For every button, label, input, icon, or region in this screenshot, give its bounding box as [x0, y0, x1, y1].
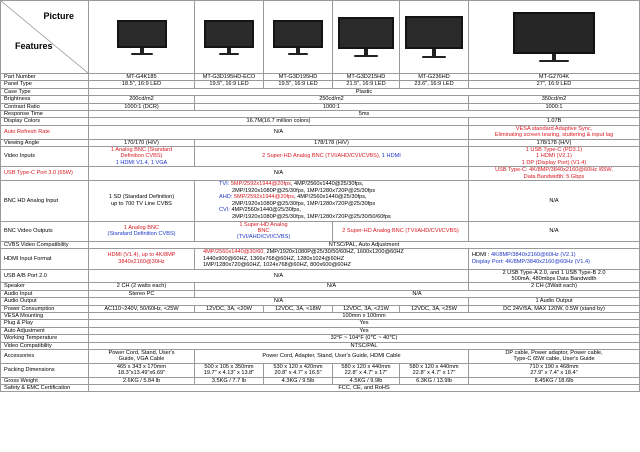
text: 1 HDMI — [380, 153, 401, 160]
monitor-image-3 — [264, 1, 333, 74]
line: 1 Super-HD Analog — [239, 221, 288, 228]
cell — [89, 147, 195, 167]
line: 580 x 120 x 440mm — [409, 363, 459, 370]
line: 465 x 343 x 170mm — [116, 363, 167, 370]
cell: 4.5KG / 9.9lb — [333, 377, 400, 384]
cell: 8.45KG / 18.6lb — [469, 377, 640, 384]
label: Video Compatibility — [1, 342, 89, 349]
cell: 2 CH (3Watt each) — [469, 283, 640, 290]
cell — [469, 249, 640, 269]
label: Accessories — [1, 349, 89, 363]
row-contrast — [1, 103, 640, 110]
cell — [195, 363, 264, 377]
cell: Yes — [89, 320, 640, 327]
picture-heading: Picture — [43, 11, 74, 21]
monitor-image-6 — [469, 1, 640, 74]
cell — [195, 221, 333, 241]
line: 1 Analog BNC — [123, 224, 160, 231]
line: 1 SD (Standard Definition) — [108, 194, 175, 201]
line: (TVI/AHD/CVI/CVBS) — [236, 234, 291, 241]
line: 2 USB Type-A 2.0, and 1 USB Type-B 2.0 — [502, 269, 606, 276]
label: Case Type — [1, 88, 89, 95]
row-usb-ab — [1, 269, 640, 283]
line: Guide, VGA Cable — [118, 356, 165, 363]
cell — [264, 363, 333, 377]
row-usb-type-c — [1, 167, 640, 181]
highlight: 4K/8MP/3840x2160@60Hz (V1.4) — [505, 258, 590, 265]
row-audio-input — [1, 290, 640, 297]
line: 500mA, 480mbps Data Bandwidth — [511, 275, 597, 282]
monitor-icon — [337, 15, 395, 59]
row-bnc-input — [1, 181, 640, 222]
cell — [89, 349, 195, 363]
line: 1 HDMI V1.4, 1 VGA — [115, 159, 168, 166]
cell: Plastic — [89, 88, 640, 95]
line: 20.8" x 4.7" x 16.5" — [274, 370, 322, 377]
cell: 178/178 (H/V) — [195, 139, 469, 146]
label: Power Consumption — [1, 305, 89, 312]
cell: AC110~240V, 50/60Hz, <25W — [89, 305, 195, 312]
cell: 1000:1 — [469, 103, 640, 110]
highlight: 5MP/2592x1944@20fps — [233, 194, 295, 201]
cell: 178/178 (H/V) — [469, 139, 640, 146]
row-panel-type — [1, 81, 640, 88]
row-auto-adjustment — [1, 327, 640, 334]
highlight: 4K/8MP/3840x2160@60Hz (V2.1) — [490, 252, 576, 259]
cell: 5ms — [89, 111, 640, 118]
cell: MT-G4K185 — [89, 74, 195, 81]
line: Power Cord, Stand, User's — [108, 349, 175, 356]
line — [472, 259, 638, 265]
row-working-temperature — [1, 335, 640, 342]
line — [219, 207, 467, 214]
row-case-type — [1, 88, 640, 95]
cell — [89, 249, 195, 269]
cell — [469, 349, 640, 363]
label: Contrast Ratio — [1, 103, 89, 110]
line: 1 HDMI (V2.1) — [536, 153, 572, 160]
monitor-icon — [116, 17, 168, 57]
monitor-image-5 — [400, 1, 469, 74]
row-display-colors — [1, 118, 640, 125]
row-accessories — [1, 349, 640, 363]
row-video-compatibility — [1, 342, 640, 349]
monitor-icon — [511, 10, 597, 64]
cell — [333, 221, 469, 241]
text: 2MP/1920x1080P@25/30/50/60HZ, 1600x1200@60HZ — [264, 249, 404, 256]
cell — [89, 363, 195, 377]
label: Safety & EMC Certification — [1, 385, 89, 392]
row-plug-play — [1, 320, 640, 327]
row-speaker — [1, 283, 640, 290]
line: up to 700 TV Line CVBS — [111, 200, 172, 207]
line: 1 Analog BNC (Standard — [110, 147, 173, 154]
row-power — [1, 305, 640, 312]
cell: 3.5KG / 7.7 lb — [195, 377, 264, 384]
text: 2MP/1920x1080P@25/30fps, 1MP/1280x720P@25/30fps — [232, 187, 376, 194]
cell: NTSC/PAL, Auto Adjustment — [89, 241, 640, 248]
row-safety — [1, 385, 640, 392]
text: 2 Super-HD Analog BNC (TVI/AHD/CVI/CVBS), — [262, 153, 381, 160]
cell: NTSC/PAL — [89, 342, 640, 349]
label: Display Colors — [1, 118, 89, 125]
line: Data Bandwidth: 5 Gbps — [523, 173, 585, 180]
label: HDMI Input Format — [1, 249, 89, 269]
cell — [195, 249, 469, 269]
line: (Standard Definition CVBS) — [107, 231, 176, 238]
row-viewing-angle — [1, 139, 640, 146]
label: BNC Video Outputs — [1, 221, 89, 241]
line: Eliminating screen tearing, stuttering & input lag — [494, 132, 614, 139]
cell: 23.6", 16:9 LED — [400, 81, 469, 88]
label: CVBS Video Compatibility — [1, 241, 89, 248]
row-hdmi-input — [1, 249, 640, 269]
cell: MT-G3D215HD — [333, 74, 400, 81]
cell: DC 24V/5A, MAX 120W, 0.5W (stand by) — [469, 305, 640, 312]
line: 3840x2160@30Hz — [118, 258, 165, 265]
cell: 32°F ~ 104°F (0℃ ~ 40℃) — [89, 335, 640, 342]
label: Speaker — [1, 283, 89, 290]
cell — [469, 167, 640, 181]
cell: Stereo PC — [89, 290, 195, 297]
row-response-time — [1, 111, 640, 118]
label: Audio Input — [1, 290, 89, 297]
cell: N/A — [195, 283, 469, 290]
cell: N/A — [469, 181, 640, 222]
text: HDMI : — [472, 252, 491, 259]
line: 530 x 120 x 420mm — [273, 363, 323, 370]
cell — [469, 147, 640, 167]
monitor-image-2 — [195, 1, 264, 74]
text: , 4MP/2560x1440@25/30fps, — [294, 194, 367, 201]
line — [219, 181, 467, 188]
monitor-icon — [272, 18, 324, 56]
label: Auto Adjustment — [1, 327, 89, 334]
cell: 27", 16:9 LED — [469, 81, 640, 88]
cell: 2.6KG / 5.84 lb — [89, 377, 195, 384]
cell — [333, 363, 400, 377]
cell: MT-G236HD — [400, 74, 469, 81]
cell: N/A — [89, 167, 469, 181]
line — [219, 214, 467, 221]
cell: 19.5", 16:9 LED — [264, 81, 333, 88]
prefix: TVI: — [219, 181, 231, 188]
cell — [195, 181, 469, 222]
cell: FCC, CE, and RoHS — [89, 385, 640, 392]
features-heading: Features — [15, 41, 53, 51]
prefix: AHD: — [219, 194, 234, 201]
row-part-number — [1, 74, 640, 81]
cell: 1 Audio Output — [469, 298, 640, 305]
label: Gross Weight — [1, 377, 89, 384]
line: 1 DP (Display Port) (V1.4) — [521, 159, 587, 166]
line: 22.8" x 4.7" x 17" — [344, 370, 388, 377]
cell — [469, 363, 640, 377]
cell: 12VDC, 3A, <20W — [195, 305, 264, 312]
cell: Power Cord, Adapter, Stand, User's Guide, HDMI Cable — [195, 349, 469, 363]
cell: N/A — [89, 125, 469, 139]
line: HDMI (V1.4), up to 4K/8MP — [107, 252, 176, 259]
highlight: 4MP/2560x1440@30/60, — [203, 249, 265, 256]
row-video-inputs — [1, 147, 640, 167]
text: Display Port: — [472, 258, 506, 265]
line: DP cable, Power adaptor, Power cable, — [505, 349, 603, 356]
monitor-image-1 — [89, 1, 195, 74]
cell — [469, 269, 640, 283]
line: 19.7" x 4.13" x 13.8" — [203, 370, 255, 377]
label: Plug & Play — [1, 320, 89, 327]
label: USB Type-C Port 3.0 (65W) — [1, 167, 89, 181]
cell: N/A — [195, 290, 640, 297]
cell — [400, 363, 469, 377]
label: VESA Mounting — [1, 312, 89, 319]
cell: 19.5", 16:9 LED — [195, 81, 264, 88]
cell: 12VDC, 3A, <18W — [264, 305, 333, 312]
cell: 21.5", 16:9 LED — [333, 81, 400, 88]
cell: 200cd/m2 — [89, 96, 195, 103]
text: , 4MP/2560x1440@25/30fps, — [290, 181, 364, 188]
row-auto-refresh — [1, 125, 640, 139]
line: 1 USB Type-C (PD3.1) — [525, 147, 583, 154]
cell: MT-G2704K — [469, 74, 640, 81]
line: 1MP/1280x720@60HZ, 1024x768@60HZ, 800x600@60HZ — [203, 262, 351, 269]
cell: MT-G3D195HD-ECO — [195, 74, 264, 81]
cell: 170/170 (H/V) — [89, 139, 195, 146]
highlight: 5MP/2592x1944@20fps — [230, 181, 291, 188]
cell: Yes — [89, 327, 640, 334]
cell: N/A — [89, 269, 469, 283]
label: USB A/B Port 2.0 — [1, 269, 89, 283]
row-audio-output — [1, 298, 640, 305]
label: Video Inputs — [1, 147, 89, 167]
row-gross-weight — [1, 377, 640, 384]
text: 2MP/1920x1080P@25/30fps, 1MP/1280x720P@25/30/50/60fps — [232, 214, 391, 221]
cell: 4.3KG / 9.5lb — [264, 377, 333, 384]
row-vesa — [1, 312, 640, 319]
label: Audio Output — [1, 298, 89, 305]
line — [219, 201, 467, 208]
text: 2 Super-HD Analog BNC (TVI/AHD/CVI/CVBS) — [342, 228, 459, 235]
row-cvbs — [1, 241, 640, 248]
label: Brightness — [1, 96, 89, 103]
label: Response Time — [1, 111, 89, 118]
line: 710 x 190 x 468mm — [529, 363, 579, 370]
line: 1440x900@60HZ, 1366x768@60HZ, 1280x1024@60HZ — [203, 255, 345, 262]
label: Part Number — [1, 74, 89, 81]
cell: 12VDC, 3A, <21W — [333, 305, 400, 312]
line: 580 x 120 x 440mm — [341, 363, 391, 370]
cell: 2 CH (2 watts each) — [89, 283, 195, 290]
line: 27.9" x 7.4" x 18.4" — [530, 370, 578, 377]
label: Viewing Angle — [1, 139, 89, 146]
row-packing — [1, 363, 640, 377]
cell: 250cd/m2 — [195, 96, 469, 103]
cell: 100mm x 100mm — [89, 312, 640, 319]
line: 500 x 105 x 350mm — [204, 363, 254, 370]
row-brightness — [1, 96, 640, 103]
cell: N/A — [469, 221, 640, 241]
cell: 18.5", 16:9 LED — [89, 81, 195, 88]
monitor-icon — [203, 18, 255, 56]
cell: 6.3KG / 13.9lb — [400, 377, 469, 384]
line: USB Type-C: 4K/8MP/3840x2160@60Hz /65W, — [495, 167, 613, 174]
monitor-icon — [404, 14, 464, 60]
line: BNC — [257, 228, 270, 235]
cell: 350cd/m2 — [469, 96, 640, 103]
cell — [469, 125, 640, 139]
cell: 16.7M(16.7 million colors) — [89, 118, 469, 125]
header-cell — [1, 1, 89, 74]
picture-row — [1, 1, 640, 74]
cell: N/A — [89, 298, 469, 305]
line — [219, 188, 467, 195]
cell: 1000:1 — [195, 103, 469, 110]
line: VESA standard Adaptive Sync, — [515, 125, 593, 132]
label: BNC HD Analog Input — [1, 181, 89, 222]
label: Working Temperature — [1, 335, 89, 342]
line: 18.3"x13.49"x6.69" — [117, 370, 166, 377]
label: Auto Refresh Rate — [1, 125, 89, 139]
cell — [89, 181, 195, 222]
cell: 1.07B — [469, 118, 640, 125]
text: 4MP/2560x1440@25/30fps, — [231, 207, 301, 214]
cell: 1000:1 (DCR) — [89, 103, 195, 110]
line: 22.8" x 4.7" x 17" — [412, 370, 456, 377]
label: Panel Type — [1, 81, 89, 88]
row-bnc-output — [1, 221, 640, 241]
line: Type-C 65W cable, User's Guide — [513, 356, 595, 363]
prefix: CVI: — [219, 207, 232, 214]
monitor-image-4 — [333, 1, 400, 74]
cell — [195, 147, 469, 167]
cell: MT-G3D195HD — [264, 74, 333, 81]
line: Definition CVBS) — [120, 153, 163, 160]
line — [219, 194, 467, 201]
cell: 12VDC, 3A, <25W — [400, 305, 469, 312]
cell — [89, 221, 195, 241]
label: Packing Dimensions — [1, 363, 89, 377]
text: 2MP/1920x1080P@25/30fps, 1MP/1280x720P@25/30fps — [232, 200, 376, 207]
